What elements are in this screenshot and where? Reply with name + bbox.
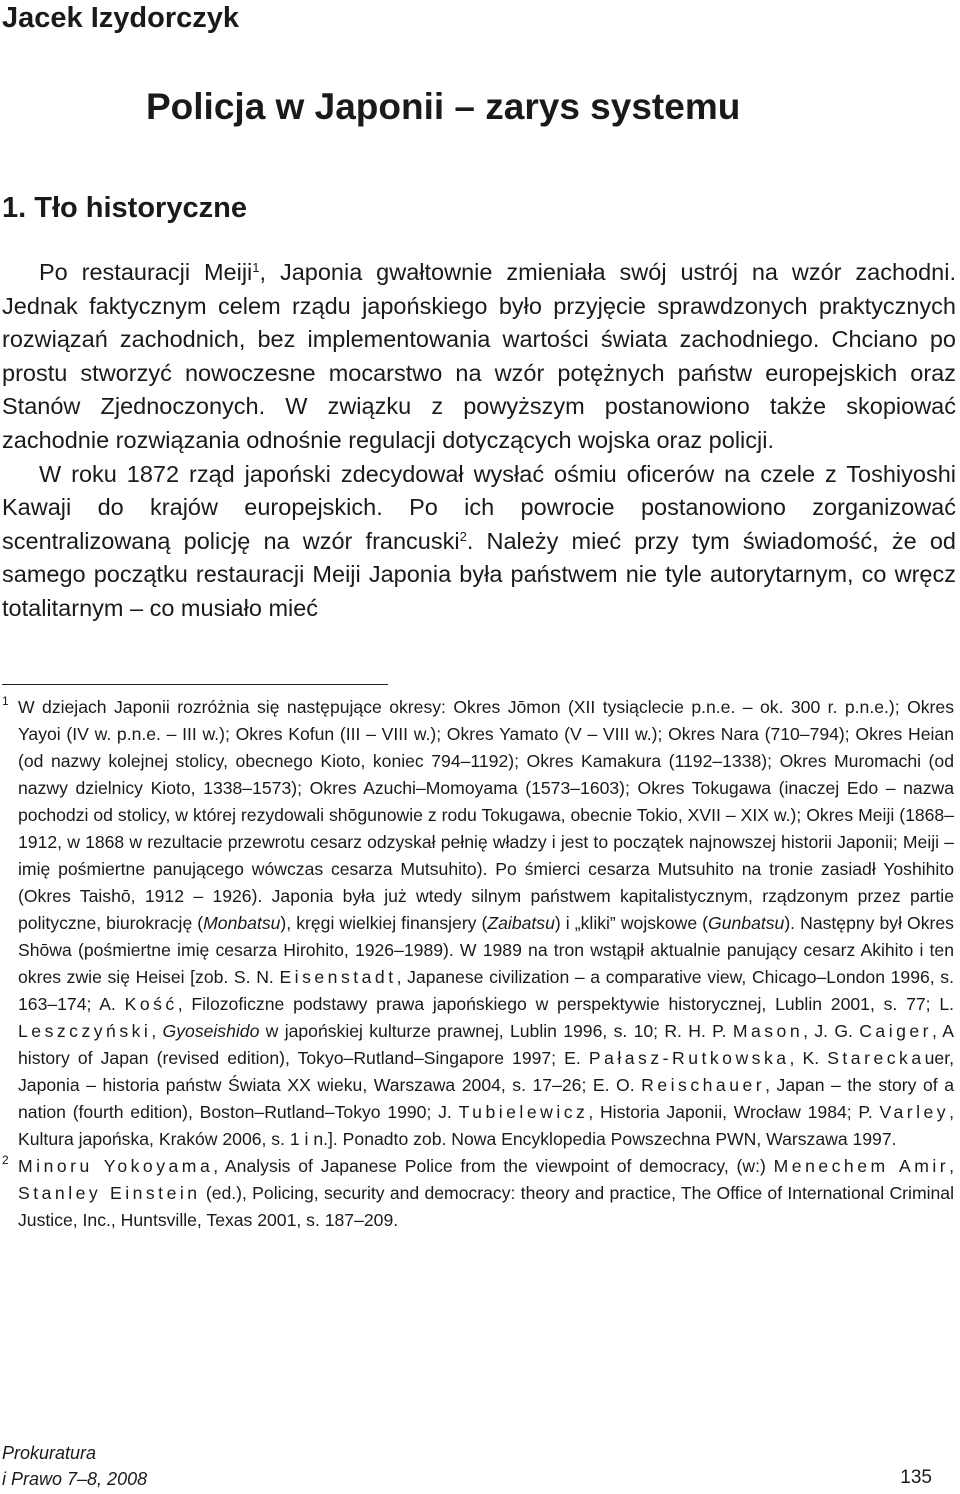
paragraph-2: W roku 1872 rząd japoński zdecydował wysłać ośmiu oficerów na czele z Toshiyoshi Kawaji do krajów europejskich. Po ich powrocie postanowiono zorganizować scentralizowaną policję na wzór francuski$^2$. Należy mieć przy tym świadomość, że od samego początku restauracji Meiji Japonia była państwem nie tyle autorytarnym, co wręcz totalitarnym – co musiało mieć: [2, 460, 956, 621]
footnotes: [2, 694, 954, 1234]
section-heading: 1. Tło historyczne: [2, 192, 247, 224]
footnote-1: 1 W dziejach Japonii rozróżnia się następujące okresy: Okres Jōmon (XII tysiąclecie p.n.e. – ok. 300 r. p.n.e.); Okres Yayoi (IV w. p.n.e. – III w.); Okres Kofun (III – VIII w.); Okres Yamato (V – VIII w.); Okres Nara (710–794); Okres Heian (od nazwy kolejnej stolicy, obecnego Kioto, koniec 794–1192); Okres Kamakura (1192–1338); Okres Muromachi (od nazwy dzielnicy Kioto, 1338–1573); Okres Azuchi–Momoyama (1573–1603); Okres Tokugawa (inaczej Edo – nazwa pochodzi od stolicy, w której rezydowali shōgunowie z rodu Tokugawa, obecnie Tokio, XVII – XIX w.); Okres Meiji (1868–1912, w 1868 w rezultacie przewrotu cesarz odzyskał pełnię władzy i jest to początek najnowszej historii Japonii; Meiji – imię pośmiertne panującego wówczas cesarza Mutsuhito). Po śmierci cesarza Mutsuhito na tronie zasiadł Yoshihito (Okres Taishō, 1912 – 1926). Japonia była już wtedy silnym państwem kapitalistycznym, rządzonym przez partie polityczne, biurokrację (Monbatsu), kręgi wielkiej finansjery (Zaibatsu) i „kliki” wojskowe (Gunbatsu). Następny był Okres Shōwa (pośmiertne imię cesarza Hirohito, 1926–1989). W 1989 na tron wstąpił aktualnie panujący cesarz Akihito i ten okres zwie się Heisei [zob. S. N. Eisenstadt, Japanese civilization – a comparative view, Chicago–London 1996, s. 163–174; A. Kość, Filozoficzne podstawy prawa japońskiego w perspektywie historycznej, Lublin 2001, s. 77; L. Leszczyński, Gyoseishido w japońskiej kulturze prawnej, Lublin 1996, s. 10; R. H. P. Mason, J. G. Caiger, A history of Japan (revised edition), Tokyo–Rutland–Singapore 1997; E. Pałasz-Rutkowska, K. Stareckauer, Japonia – historia państw Świata XX wieku, Warszawa 2004, s. 17–26; E. O. Reischauer, Japan – the story of a nation (fourth edition), Boston–Rutland–Tokyo 1990; J. Tubielewicz, Historia Japonii, Wrocław 1984; P. Varley, Kultura japońska, Kraków 2006, s. 1 i n.]. Ponadto zob. Nowa Encyklopedia Powszechna PWN, Warszawa 1997.: [2, 694, 954, 1153]
footnote-divider: [2, 684, 388, 685]
footnote-2: 2 Minoru Yokoyama, Analysis of Japanese Police from the viewpoint of democracy, (w:) Menechem Amir, Stanley Einstein (ed.), Policing, security and democracy: theory and practice, The Office of International Criminal Justice, Inc., Huntsville, Texas 2001, s. 187–209.: [2, 1153, 954, 1234]
journal-line-2: i Prawo 7–8, 2008: [2, 1469, 148, 1489]
footnote-number-1: 1: [2, 694, 9, 708]
author-name: Jacek Izydorczyk: [2, 2, 239, 34]
article-title: Policja w Japonii – zarys systemu: [146, 86, 741, 127]
paragraph-1: Po restauracji Meiji$^1$, Japonia gwałtownie zmieniała swój ustrój na wzór zachodni. Jednak faktycznym celem rządu japońskiego było przyjęcie sprawdzonych praktycznych rozwiązań zachodnich, bez implementowania wartości świata zachodniego. Chciano po prostu stworzyć nowoczesne mocarstwo na wzór potężnych państw europejskich oraz Stanów Zjednoczonych. W związku z powyższym postanowiono także skopiować zachodnie rozwiązania odnośnie regulacji dotyczących wojska oraz policji.: [2, 259, 957, 453]
journal-name: [2, 1440, 147, 1492]
page-number: 135: [900, 1467, 932, 1488]
footnote-ref-1[interactable]: 1: [252, 260, 260, 275]
footnote-number-2: 2: [2, 1153, 9, 1167]
article-body: [2, 256, 956, 626]
journal-line-1: Prokuratura: [2, 1443, 97, 1463]
footnote-ref-2[interactable]: 2: [459, 528, 467, 544]
